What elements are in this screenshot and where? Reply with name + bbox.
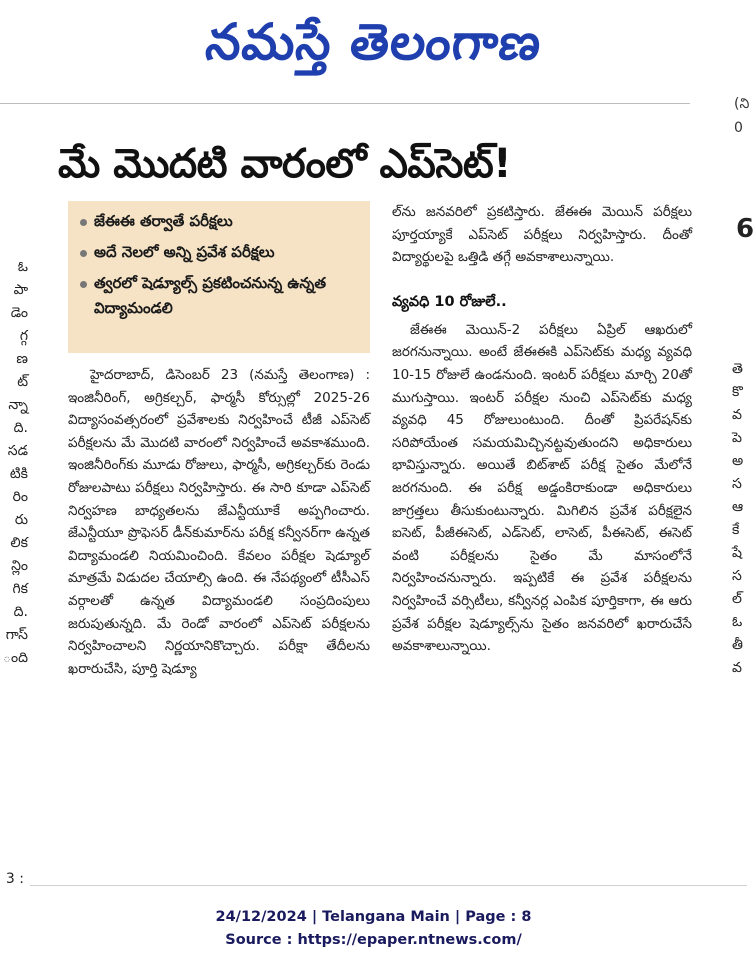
article-column-1: హైదరాబాద్‌, డిసెంబర్‌ 23 (నమస్తే తెలంగాణ) : ఇంజినీరింగ్‌, అగ్రికల్చర్‌, ఫార్మసీ కోర్సుల్లో 2025-26 విద్యాసంవత్సరంలో ప్రవేశాలకు నిర్వహించే టీజీ ఎప్‌సెట్‌ పరీక్షలను మే మొదటి వారంలో నిర్వహించే అవకాశముంది. ఇంజినీరింగ్‌కు మూడు రోజులు, ఫార్మసీ, అగ్రికల్చర్‌కు రెండు రోజులపాటు పరీక్షలు నిర్వహిస్తారు. ఈ సారి కూడా ఎప్‌సెట్‌ నిర్వహణ బాధ్యతలను జేఎన్టీయూకే అప్పగించారు. జేఎన్టీయూ ప్రొఫెసర్‌ డీన్‌కుమార్‌ను పరీక్ష కన్వీనర్‌గా ఉన్నత విద్యామండలి నియమించింది. కేవలం పరీక్షల షెడ్యూల్‌ మాత్రమే విడుదల చేయాల్సి ఉంది. ఈ నేపథ్యంలో టీసీఎస్‌ వర్గాలతో ఉన్నత విద్యామండలి సంప్రదింపులు జరుపుతున్నది. మే రెండో వారంలో ఎప్‌సెట్‌ పరీక్షలను నిర్వహించాలని నిర్ణయానికొచ్చారు. పరీక్షా తేదీలను ఖరారుచేసి, పూర్తి షెడ్యూ bbox=[68, 367, 370, 677]
fragment-line: స bbox=[732, 568, 742, 584]
footer-date-line: 24/12/2024 | Telangana Main | Page : 8 bbox=[215, 909, 532, 925]
fragment-line: రిం bbox=[12, 489, 28, 505]
left-adjacent-column bbox=[0, 256, 28, 887]
right-big-fragment: 6 bbox=[736, 214, 754, 244]
right-top-line: 0 bbox=[734, 120, 743, 136]
fragment-end: 3 : bbox=[5, 871, 24, 887]
fragment-line: ఆ bbox=[732, 499, 744, 515]
fragment-line: కొ bbox=[732, 384, 743, 400]
fragment-line: న్నా bbox=[8, 397, 28, 413]
fragment-line: షే bbox=[732, 545, 742, 561]
fragment-line: స bbox=[732, 476, 742, 492]
fragment-line: టికి bbox=[9, 466, 28, 482]
highlight-item: త్వరలో షెడ్యూల్స్‌ ప్రకటించనున్న ఉన్నత విద్యామండలి bbox=[78, 271, 360, 321]
fragment-line: న్లిం bbox=[11, 558, 28, 574]
article-paragraph: ల్‌ను జనవరిలో ప్రకటిస్తారు. జేఈఈ మెయిన్‌ పరీక్షలు పూర్తయ్యాకే ఎప్‌సెట్‌ పరీక్షలు నిర్వహిస్తారు. దీంతో విద్యార్థులపై ఒత్తిడి తగ్గే అవకాశాలున్నాయి. bbox=[392, 204, 692, 266]
fragment-line: ది. bbox=[13, 420, 28, 436]
fragment-line: ల్‌ bbox=[732, 591, 742, 607]
fragment-line: సడ bbox=[7, 443, 28, 459]
footer-source-link[interactable]: Source : https://epaper.ntnews.com/ bbox=[225, 932, 522, 948]
masthead bbox=[0, 0, 747, 92]
fragment-line: కే bbox=[732, 522, 740, 538]
fragment-line: గిక bbox=[12, 581, 28, 597]
fragment-line: పా bbox=[13, 282, 28, 298]
fragment-line: వ bbox=[732, 407, 742, 423]
fragment-line: గ్గ bbox=[19, 328, 28, 344]
fragment-line: తీ bbox=[732, 637, 743, 653]
article-subheading: వ్యవధి 10 రోజులే.. bbox=[392, 293, 507, 310]
fragment-line: అ bbox=[732, 453, 744, 469]
article-headline: మే మొదటి వారంలో ఎప్‌సెట్‌! bbox=[58, 141, 512, 187]
right-top-fragment bbox=[734, 92, 749, 140]
fragment-line: ంది bbox=[2, 650, 28, 666]
fragment-line: ది. bbox=[13, 604, 28, 620]
bottom-divider bbox=[30, 885, 747, 886]
fragment-line: గాస్‌ bbox=[5, 627, 28, 643]
fragment-line: ణ bbox=[16, 351, 28, 367]
top-divider bbox=[0, 103, 690, 104]
article-paragraph: జేఈఈ మెయిన్‌-2 పరీక్షలు ఏప్రిల్‌ ఆఖరులో జరగనున్నాయి. అంటే జేఈఈకి ఎప్‌సెట్‌కు మధ్య వ్యవధి 10-15 రోజులే ఉండనుంది. ఇంటర్‌ పరీక్షలు మార్చి 20తో ముగుస్తాయి. ఇంటర్‌ పరీక్షల నుంచి ఎప్‌సెట్‌కు మధ్య వ్యవధి 45 రోజులుంటుంది. దీంతో ప్రిపరేషన్‌కు సరిపోయేంత సమయమిచ్చినట్టవుతుందని అధికారులు భావిస్తున్నారు. అయితే బిట్‌శాట్‌ పరీక్ష సైతం మేలోనే జరగనుంది. ఈ పరీక్ష అడ్డంకిరాకుండా అధికారులు జాగ్రత్తలు తీసుకుంటున్నారు. మిగిలిన ప్రవేశ పరీక్షలైన ఐసెట్‌, పీజీఈసెట్‌, ఎడ్‌సెట్‌, లాసెట్‌, పీఈసెట్‌, ఈసెట్‌ వంటి పరీక్షలను సైతం మే మాసంలోనే నిర్వహించనున్నారు. ఇప్పటికే ఈ ప్రవేశ పరీక్షలను నిర్వహించే వర్సిటీలు, కన్వీనర్ల ఎంపిక పూర్తికాగా, ఈ ఆరు ప్రవేశ పరీక్షల షెడ్యూల్స్‌ను సైతం జనవరిలో ఖరారుచేసే అవకాశాలున్నాయి. bbox=[392, 321, 692, 655]
highlights-box bbox=[68, 201, 370, 353]
right-top-line: (ని bbox=[734, 96, 750, 112]
article-column-2 bbox=[392, 201, 692, 658]
fragment-line: రు bbox=[14, 512, 28, 528]
highlight-item: జేఈఈ తర్వాతే పరీక్షలు bbox=[78, 209, 360, 234]
fragment-line: ట్‌ bbox=[17, 374, 28, 390]
fragment-line: పె bbox=[732, 430, 742, 446]
fragment-line: ఓ bbox=[17, 259, 28, 275]
fragment-line: తె bbox=[732, 361, 743, 377]
fragment-line: వ bbox=[732, 660, 742, 676]
fragment-line: డెం bbox=[10, 305, 28, 321]
highlight-item: అదే నెలలో అన్ని ప్రవేశ పరీక్షలు bbox=[78, 240, 360, 265]
fragment-line: ఓ bbox=[732, 614, 743, 630]
footer bbox=[0, 906, 747, 952]
fragment-line: లిక bbox=[10, 535, 28, 551]
masthead-title: నమస్తే తెలంగాణ bbox=[202, 13, 545, 71]
right-adjacent-column bbox=[732, 358, 747, 680]
